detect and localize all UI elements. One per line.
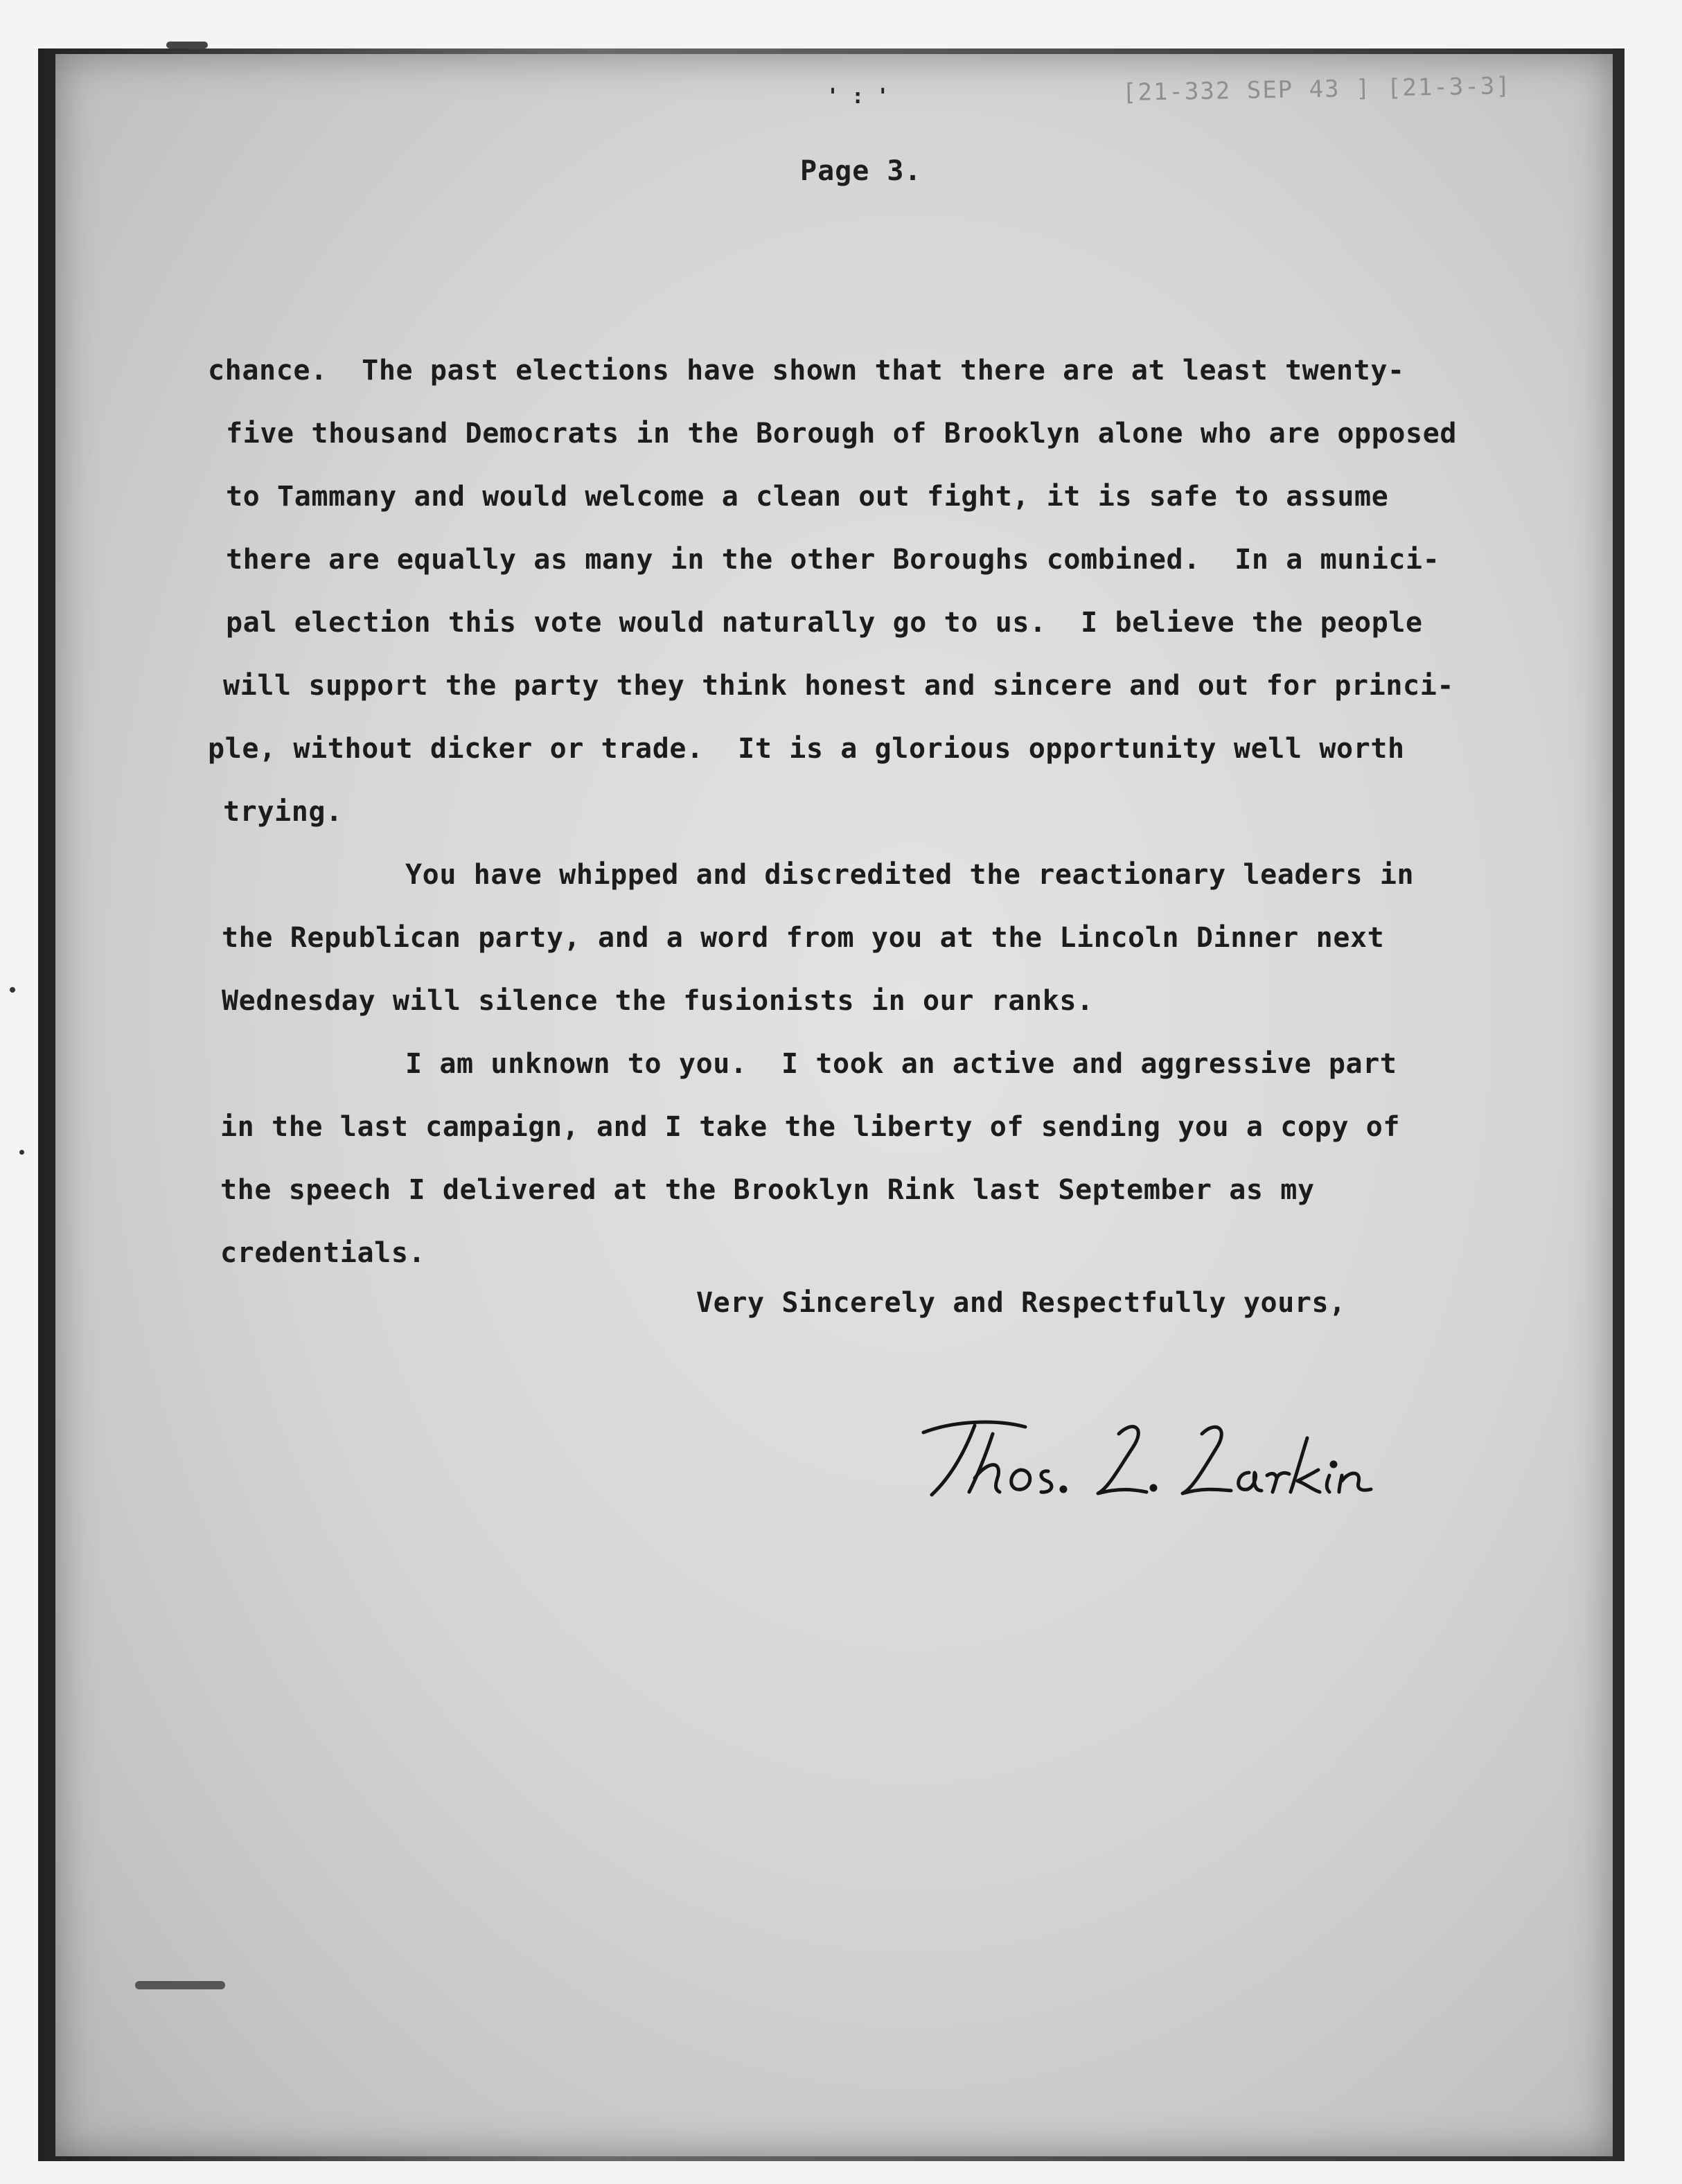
edge-blemish <box>19 1150 24 1155</box>
paragraph-2 <box>208 844 1559 1033</box>
text-line: the Republican party, and a word from you at the Lincoln Dinner next <box>222 922 1385 954</box>
letter-body <box>208 339 1559 1285</box>
text-line: Wednesday will silence the fusionists in our ranks. <box>222 985 1094 1017</box>
text-line: will support the party they think honest and sincere and out for princi- <box>223 670 1455 702</box>
text-line: ple, without dicker or trade. It is a glorious opportunity well worth <box>208 733 1405 765</box>
paragraph-3 <box>208 1033 1559 1285</box>
text-line: pal election this vote would naturally go to us. I believe the people <box>226 607 1423 639</box>
edge-blemish <box>166 42 208 48</box>
text-line: there are equally as many in the other Boroughs combined. In a munici- <box>226 544 1440 576</box>
text-line: trying. <box>223 796 343 828</box>
closing-salutation: Very Sincerely and Respectfully yours, <box>696 1287 1346 1319</box>
edge-blemish <box>10 987 15 993</box>
paragraph-1 <box>208 339 1559 844</box>
text-line: You have whipped and discredited the reactionary leaders in <box>405 859 1415 891</box>
text-line: the speech I delivered at the Brooklyn Rink last September as my <box>220 1174 1315 1206</box>
text-line: I am unknown to you. I took an active and aggressive part <box>405 1048 1397 1080</box>
text-line: chance. The past elections have shown that there are at least twenty- <box>208 355 1405 387</box>
archive-stamp: [21-332 SEP 43 ] [21-3-3] <box>1122 72 1512 107</box>
text-line: five thousand Democrats in the Borough of Brooklyn alone who are opposed <box>226 418 1458 450</box>
text-line: in the last campaign, and I take the liberty of sending you a copy of <box>220 1111 1401 1143</box>
text-line: to Tammany and would welcome a clean out fight, it is safe to assume <box>226 481 1389 513</box>
handwritten-signature <box>911 1406 1396 1503</box>
top-mark: ' : ' <box>826 85 889 109</box>
text-line: credentials. <box>220 1237 426 1269</box>
page-number: Page 3. <box>800 155 922 187</box>
edge-blemish <box>135 1981 225 1989</box>
